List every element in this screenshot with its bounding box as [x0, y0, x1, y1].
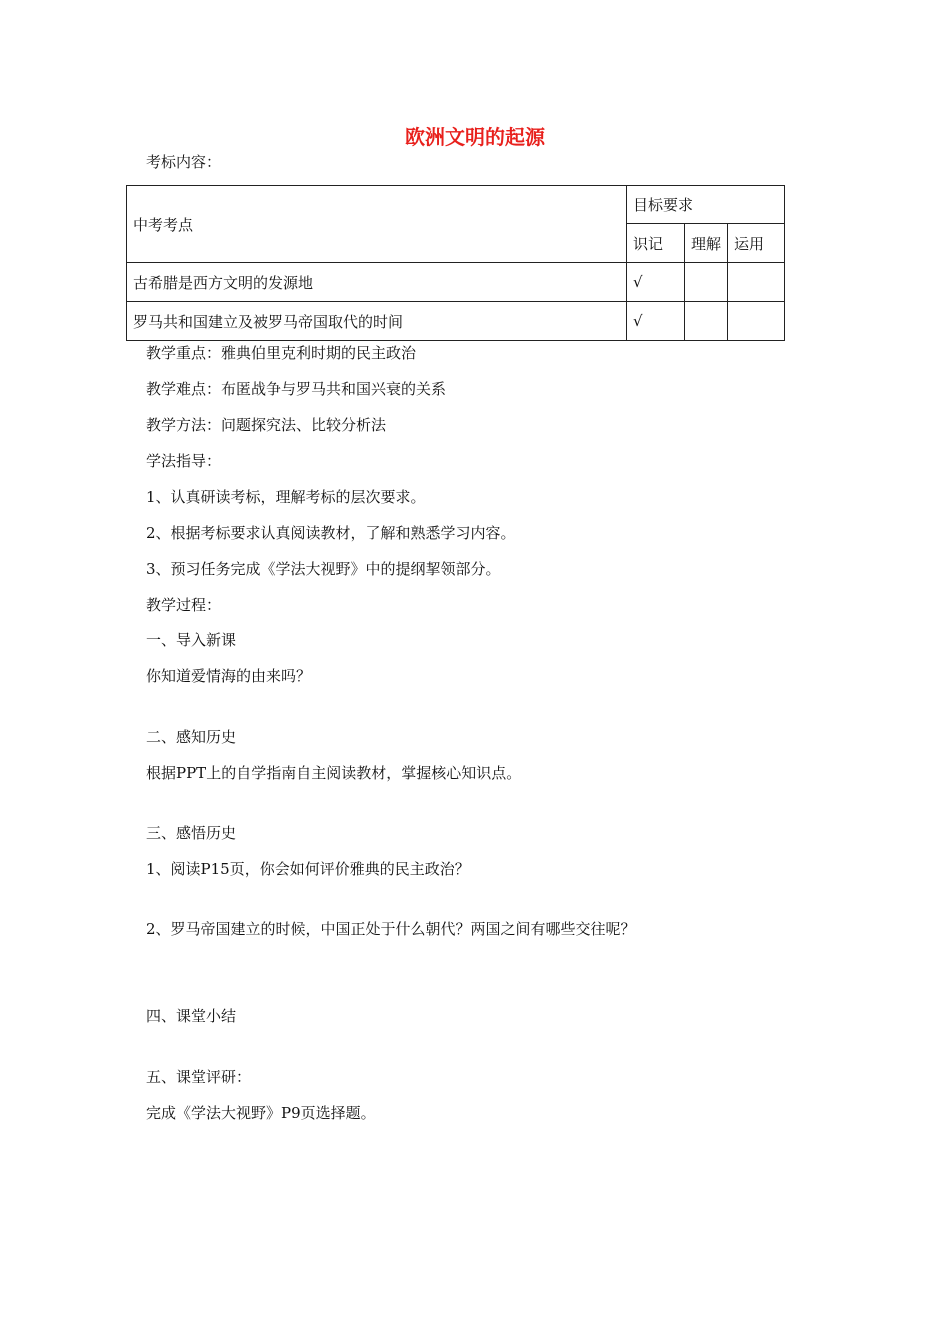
key-point: 教学重点：雅典伯里克利时期的民主政治	[146, 344, 417, 362]
row-mark	[728, 302, 785, 341]
standards-label: 考标内容：	[146, 153, 222, 171]
section-heading: 一、导入新课	[146, 631, 237, 649]
section-text: 完成《学法大视野》P9页选择题。	[146, 1104, 376, 1122]
section-text: 根据PPT上的自学指南自主阅读教材，掌握核心知识点。	[146, 764, 522, 782]
table-row	[127, 263, 785, 302]
row-mark	[685, 302, 728, 341]
section-heading: 五、课堂评研：	[146, 1068, 252, 1086]
header-goal: 目标要求	[627, 186, 785, 224]
level-understand: 理解	[685, 224, 728, 263]
question-item: 1、阅读P15页，你会如何评价雅典的民主政治？	[146, 860, 470, 878]
difficult-point: 教学难点：布匿战争与罗马共和国兴衰的关系	[146, 380, 447, 398]
level-apply: 运用	[728, 224, 785, 263]
row-point: 古希腊是西方文明的发源地	[127, 263, 627, 302]
row-point: 罗马共和国建立及被罗马帝国取代的时间	[127, 302, 627, 341]
page-title: 欧洲文明的起源	[405, 125, 545, 149]
section-heading: 三、感悟历史	[146, 824, 237, 842]
section-heading: 二、感知历史	[146, 728, 237, 746]
study-guide-item: 3、预习任务完成《学法大视野》中的提纲挈领部分。	[146, 560, 501, 578]
study-guide-item: 2、根据考标要求认真阅读教材，了解和熟悉学习内容。	[146, 524, 516, 542]
question-item: 2、罗马帝国建立的时候，中国正处于什么朝代？两国之间有哪些交往呢？	[146, 920, 636, 938]
row-mark: √	[627, 302, 685, 341]
row-mark	[685, 263, 728, 302]
study-guide-heading: 学法指导：	[146, 452, 222, 470]
section-heading: 四、课堂小结	[146, 1007, 237, 1025]
standards-table	[126, 185, 785, 341]
table-row	[127, 302, 785, 341]
header-point: 中考考点	[127, 186, 627, 263]
row-mark	[728, 263, 785, 302]
teaching-method: 教学方法：问题探究法、比较分析法	[146, 416, 387, 434]
level-memorize: 识记	[627, 224, 685, 263]
process-heading: 教学过程：	[146, 596, 222, 614]
row-mark: √	[627, 263, 685, 302]
study-guide-item: 1、认真研读考标，理解考标的层次要求。	[146, 488, 426, 506]
section-text: 你知道爱情海的由来吗？	[146, 667, 312, 685]
